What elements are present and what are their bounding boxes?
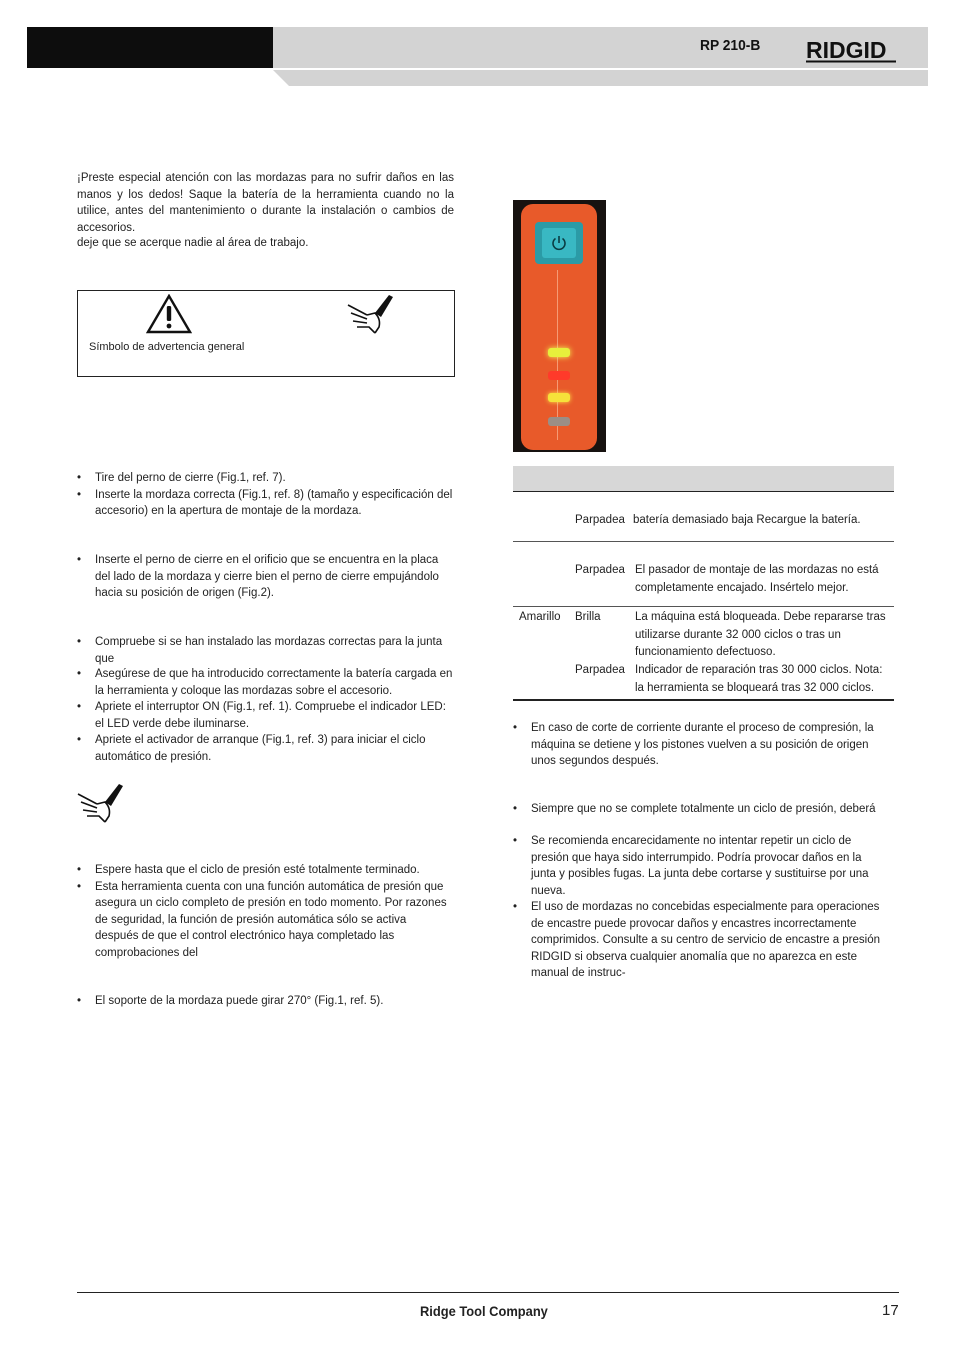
table-cell-state: Parpadea (575, 564, 625, 576)
table-cell-desc: La máquina está bloqueada. Debe repararse tras utilizarse durante 32 000 ciclos o tras un funcionamiento defectuoso. (635, 611, 886, 658)
lock-pin-list (77, 552, 454, 602)
led-red (548, 371, 570, 380)
list-item: • Apriete el interruptor ON (Fig.1, ref. 1). Compruebe el indicador LED: el LED verde debe iluminarse. (77, 699, 457, 732)
footer-company: Ridge Tool Company (420, 1303, 548, 1319)
list-item: • Siempre que no se complete totalmente un ciclo de presión, deberá (513, 801, 893, 818)
list-item: • El uso de mordazas no concebidas especialmente para operaciones de encastre puede provocar daños y encastres incorrectamente comprimidos. Consulte a su centro de servicio de encastre a presión RIDGID si observa cualquier anomalía que no aparezca en este manual de instruc- (513, 899, 889, 982)
list-item: • Espere hasta que el ciclo de presión esté totalmente terminado. (77, 862, 447, 879)
footer-rule (77, 1292, 899, 1293)
warning-triangle-icon (146, 294, 192, 339)
pressing-steps-list (77, 666, 457, 765)
power-icon (542, 228, 576, 258)
repeat-cycle-list (513, 833, 889, 982)
table-cell-color: Amarillo (519, 611, 561, 623)
led-green (548, 348, 570, 357)
list-item: • Se recomienda encarecidamente no intentar repetir un ciclo de presión que haya sido interrumpido. Podría provocar daños en la junta y posibles fugas. La junta debe cortarse y sustituirse por una nueva. (513, 833, 889, 899)
list-item: • Asegúrese de que ha introducido correctamente la batería cargada en la herramienta y coloque las mordazas sobre el accesorio. (77, 666, 457, 699)
table-cell-state: Parpadea (575, 664, 625, 676)
safety-paragraph-2: deje que se acerque nadie al área de trabajo. (77, 237, 309, 249)
table-rule (513, 541, 894, 542)
page-number: 17 (882, 1302, 899, 1319)
incomplete-cycle-list (513, 801, 893, 818)
hand-pinch-icon (345, 293, 395, 342)
power-loss-list (513, 720, 893, 770)
warning-symbol-label: Símbolo de advertencia general (89, 341, 245, 353)
model-name: RP 210-B (700, 37, 761, 54)
check-jaws-list (77, 634, 457, 667)
list-item: • Esta herramienta cuenta con una función automática de presión que asegura un ciclo completo de presión en todo momento. Por razones de seguridad, la función de presión automática sólo se activa después de que el control electrónico haya completado las comprobaciones del (77, 879, 447, 962)
ridgid-logo (804, 36, 900, 69)
table-rule (513, 491, 894, 492)
list-item: • Tire del perno de cierre (Fig.1, ref. 7). (77, 470, 454, 487)
header-black-band (27, 27, 273, 68)
table-cell-state: Brilla (575, 611, 601, 623)
jaw-rotation-list (77, 993, 454, 1010)
table-cell-desc: Indicador de reparación tras 30 000 ciclos. Nota: la herramienta se bloqueará tras 32 000 ciclos. (635, 664, 883, 694)
table-cell-desc: El pasador de montaje de las mordazas no está completamente encajado. Insértelo mejor. (635, 564, 879, 594)
list-item: • Inserte la mordaza correcta (Fig.1, ref. 8) (tamaño y especificación del accesorio) en la apertura de montaje de la mordaza. (77, 487, 454, 520)
list-item: • En caso de corte de corriente durante el proceso de compresión, la máquina se detiene y los pistones vuelven a su posición de origen unos segundos después. (513, 720, 893, 770)
hand-pinch-icon-2 (75, 782, 125, 831)
warning-symbols-box (77, 290, 455, 377)
led-grey (548, 417, 570, 426)
control-panel-photo (513, 200, 606, 452)
list-item: • El soporte de la mordaza puede girar 270° (Fig.1, ref. 5). (77, 993, 454, 1010)
table-cell-desc: batería demasiado baja Recargue la batería. (633, 514, 861, 526)
table-rule (513, 699, 894, 701)
header-grey-strip (273, 70, 928, 86)
list-item: • Apriete el activador de arranque (Fig.1, ref. 3) para iniciar el ciclo automático de presión. (77, 732, 457, 765)
led-table-header (513, 466, 894, 491)
table-rule (513, 606, 894, 607)
table-cell-state: Parpadea (575, 514, 625, 526)
svg-text:RIDGID: RIDGID (806, 37, 887, 63)
list-item: • Compruebe si se han instalado las mordazas correctas para la junta que (77, 634, 457, 667)
led-yellow (548, 393, 570, 402)
jaw-install-list (77, 470, 454, 520)
pressing-cycle-list (77, 862, 447, 961)
safety-paragraph: ¡Preste especial atención con las mordazas para no sufrir daños en las manos y los dedos! Saque la batería de la herramienta cuando no la utilice, antes del mantenimiento o durante la instalación o cambios de accesorios. (77, 172, 454, 234)
list-item: • Inserte el perno de cierre en el orificio que se encuentra en la placa del lado de la mordaza y cierre bien el perno de cierre empujándolo hacia su posición de origen (Fig.2). (77, 552, 454, 602)
